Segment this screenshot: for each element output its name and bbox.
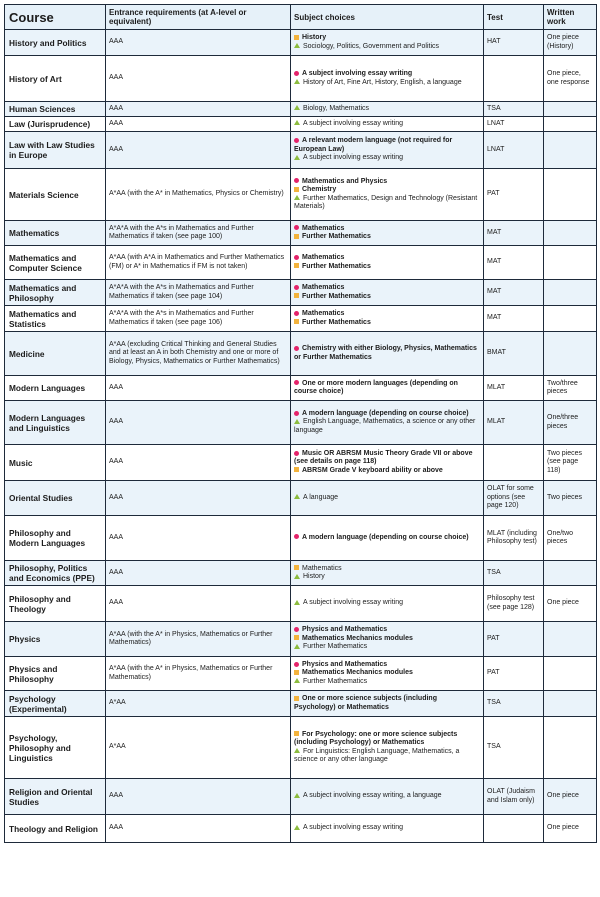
written-work [544,169,597,221]
entrance-requirement: AAA [106,117,291,132]
written-work: Two pieces [544,481,597,516]
course-name: Medicine [5,332,106,376]
essential-circle-icon [294,285,299,290]
essential-circle-icon [294,311,299,316]
subject-choices [291,280,484,306]
admissions-test [484,445,544,481]
subject-item [294,599,480,607]
subject-text: History [303,573,325,580]
table-body [5,30,597,843]
admissions-test: PAT [484,622,544,657]
subject-text: Further Mathematics [302,292,371,300]
helpful-triangle-icon [294,79,300,84]
recommended-square-icon [294,467,299,472]
subject-text: Chemistry [302,186,337,194]
subject-text: For Psychology: one or more science subjects (including Psychology) or Mathematics [294,730,458,747]
course-name: Law with Law Studies in Europe [5,132,106,169]
entrance-requirement: AAA [106,779,291,815]
essential-circle-icon [294,627,299,632]
admissions-test: MLAT [484,401,544,445]
subject-item [294,410,480,418]
admissions-test: PAT [484,169,544,221]
recommended-square-icon [294,696,299,701]
subject-item [294,626,480,634]
subject-item [294,380,480,397]
entrance-requirement: AAA [106,132,291,169]
subject-item [294,178,480,186]
essential-circle-icon [294,138,299,143]
written-work: Two pieces (see page 118) [544,445,597,481]
subject-text: A subject involving essay writing [303,599,403,607]
subject-item [294,450,480,467]
written-work [544,622,597,657]
written-work: One/three pieces [544,401,597,445]
subject-item [294,34,480,42]
admissions-test: OLAT (Judaism and Islam only) [484,779,544,815]
essential-circle-icon [294,411,299,416]
written-work [544,332,597,376]
written-work [544,561,597,586]
subject-choices [291,102,484,117]
subject-item [294,105,480,113]
subject-text: A subject involving essay writing [302,70,413,78]
subject-choices [291,56,484,102]
course-name: History of Art [5,56,106,102]
recommended-square-icon [294,670,299,675]
admissions-test: MLAT [484,376,544,401]
subject-item [294,233,480,241]
written-work [544,280,597,306]
subject-choices [291,516,484,561]
course-name: Mathematics [5,221,106,246]
table-row [5,306,597,332]
subject-choices [291,306,484,332]
subject-choices [291,169,484,221]
admissions-test: MAT [484,221,544,246]
subject-text: Music OR ABRSM Music Theory Grade VII or above (see details on page 118) [294,449,473,466]
subject-item [294,284,480,292]
written-work [544,132,597,169]
subject-text: Mathematics [302,284,345,292]
admissions-test: LNAT [484,117,544,132]
course-name: Modern Languages [5,376,106,401]
subject-text: English Language, Mathematics, a science or any other language [294,418,476,434]
subject-text: Further Mathematics [302,233,371,240]
essential-circle-icon [294,255,299,260]
entrance-requirement: AAA [106,586,291,622]
course-name: Physics and Philosophy [5,657,106,691]
written-work: Two/three pieces [544,376,597,401]
table-row [5,221,597,246]
entrance-requirement: A*AA [106,717,291,779]
subject-item [294,70,480,78]
admissions-test: TSA [484,561,544,586]
subject-text: Physics and Mathematics [302,660,388,668]
helpful-triangle-icon [294,600,300,605]
written-work: One piece [544,586,597,622]
subject-item [294,418,480,435]
helpful-triangle-icon [294,494,300,499]
course-name: Music [5,445,106,481]
helpful-triangle-icon [294,43,300,48]
admissions-test: TSA [484,691,544,717]
course-name: Human Sciences [5,102,106,117]
subject-item [294,120,480,128]
subject-item [294,573,480,581]
subject-text: Physics and Mathematics [302,626,388,634]
entrance-requirement: AAA [106,56,291,102]
subject-item [294,186,480,194]
subject-choices [291,779,484,815]
subject-text: A subject involving essay writing [303,154,403,162]
table-row [5,561,597,586]
admissions-test: MAT [484,306,544,332]
header-course: Course [5,5,106,30]
admissions-test: MLAT (including Philosophy test) [484,516,544,561]
written-work: One piece [544,815,597,843]
admissions-test: BMAT [484,332,544,376]
written-work [544,306,597,332]
admissions-test: HAT [484,30,544,56]
recommended-square-icon [294,731,299,736]
table-row [5,622,597,657]
helpful-triangle-icon [294,155,300,160]
entrance-requirement: A*AA (with the A* in Physics, Mathematics or Further Mathematics) [106,657,291,691]
helpful-triangle-icon [294,105,300,110]
course-requirements-table [4,4,597,843]
recommended-square-icon [294,263,299,268]
written-work [544,102,597,117]
table-header-row [5,5,597,30]
entrance-requirement: A*A*A with the A*s in Mathematics and Further Mathematics if taken (see page 106) [106,306,291,332]
subject-choices [291,221,484,246]
helpful-triangle-icon [294,748,300,753]
subject-item [294,195,480,212]
entrance-requirement: A*AA [106,691,291,717]
table-row [5,280,597,306]
subject-text: History of Art, Fine Art, History, English, a language [303,78,462,86]
written-work: One piece [544,779,597,815]
entrance-requirement: AAA [106,516,291,561]
subject-text: Further Mathematics, Design and Technology (Resistant Materials) [294,194,478,210]
helpful-triangle-icon [294,793,300,798]
subject-choices [291,332,484,376]
subject-choices [291,657,484,691]
table-row [5,717,597,779]
table-row [5,691,597,717]
recommended-square-icon [294,187,299,192]
course-name: Religion and Oriental Studies [5,779,106,815]
subject-item [294,225,480,233]
entrance-requirement: A*AA (with the A* in Mathematics, Physics or Chemistry) [106,169,291,221]
table-row [5,117,597,132]
helpful-triangle-icon [294,574,300,579]
written-work: One/two pieces [544,516,597,561]
header-test: Test [484,5,544,30]
subject-text: Further Mathematics [303,643,368,651]
subject-item [294,43,480,51]
subject-text: Further Mathematics [303,677,368,685]
entrance-requirement: AAA [106,401,291,445]
subject-item [294,494,480,502]
table-row [5,815,597,843]
subject-choices [291,132,484,169]
entrance-requirement: AAA [106,815,291,843]
essential-circle-icon [294,178,299,183]
course-name: Materials Science [5,169,106,221]
admissions-test: TSA [484,102,544,117]
subject-item [294,345,480,362]
recommended-square-icon [294,293,299,298]
course-name: Philosophy and Modern Languages [5,516,106,561]
table-row [5,30,597,56]
helpful-triangle-icon [294,419,300,424]
header-entrance-requirements: Entrance requirements (at A-level or equivalent) [106,5,291,30]
written-work [544,246,597,280]
subject-text: Mathematics [302,224,345,232]
subject-text: Further Mathematics [302,318,371,326]
recommended-square-icon [294,565,299,570]
subject-item [294,731,480,748]
table-row [5,401,597,445]
subject-text: A modern language (depending on course choice) [302,533,469,541]
course-name: Modern Languages and Linguistics [5,401,106,445]
admissions-test: MAT [484,246,544,280]
table-row [5,657,597,691]
subject-item [294,635,480,643]
subject-text: Mathematics Mechanics modules [302,669,413,677]
subject-text: Mathematics Mechanics modules [302,634,413,642]
subject-item [294,565,480,573]
subject-choices [291,117,484,132]
subject-choices [291,401,484,445]
subject-text: Mathematics [302,254,345,262]
subject-text: A relevant modern language (not required for European Law) [294,137,453,153]
table-row [5,445,597,481]
written-work [544,117,597,132]
written-work [544,221,597,246]
course-name: Mathematics and Statistics [5,306,106,332]
subject-item [294,293,480,301]
subject-text: Sociology, Politics, Government and Politics [303,42,440,50]
subject-text: A subject involving essay writing [303,824,403,832]
course-requirements-table-wrapper [4,4,596,843]
helpful-triangle-icon [294,120,300,125]
subject-item [294,137,480,154]
entrance-requirement: AAA [106,102,291,117]
written-work: One piece (History) [544,30,597,56]
table-row [5,246,597,280]
table-row [5,332,597,376]
course-name: History and Politics [5,30,106,56]
subject-text: Chemistry with either Biology, Physics, Mathematics or Further Mathematics [294,345,477,361]
subject-item [294,534,480,542]
helpful-triangle-icon [294,644,300,649]
entrance-requirement: A*A*A with the A*s in Mathematics and Further Mathematics if taken (see page 104) [106,280,291,306]
course-name: Mathematics and Computer Science [5,246,106,280]
subject-item [294,695,480,712]
recommended-square-icon [294,35,299,40]
entrance-requirement: A*AA (with A*A in Mathematics and Further Mathematics (FM) or A* in Mathematics if FM is not taken) [106,246,291,280]
subject-text: History [302,34,327,42]
helpful-triangle-icon [294,825,300,830]
subject-choices [291,691,484,717]
subject-text: For Linguistics: English Language, Mathematics, a science or any other language [294,747,460,763]
subject-choices [291,622,484,657]
written-work [544,691,597,717]
subject-text: Mathematics [302,564,342,572]
admissions-test: OLAT for some options (see page 120) [484,481,544,516]
course-name: Philosophy, Politics and Economics (PPE) [5,561,106,586]
subject-text: A language [303,493,339,501]
admissions-test [484,815,544,843]
subject-item [294,254,480,262]
subject-text: One or more modern languages (depending on course choice) [294,379,458,395]
subject-choices [291,815,484,843]
admissions-test: TSA [484,717,544,779]
table-row [5,586,597,622]
table-row [5,102,597,117]
essential-circle-icon [294,380,299,385]
table-row [5,779,597,815]
table-row [5,376,597,401]
essential-circle-icon [294,662,299,667]
helpful-triangle-icon [294,195,300,200]
subject-text: A subject involving essay writing [303,119,403,127]
admissions-test: MAT [484,280,544,306]
subject-choices [291,445,484,481]
subject-item [294,792,480,800]
admissions-test: LNAT [484,132,544,169]
subject-choices [291,586,484,622]
subject-item [294,467,480,475]
subject-item [294,643,480,651]
course-name: Psychology, Philosophy and Linguistics [5,717,106,779]
essential-circle-icon [294,71,299,76]
course-name: Theology and Religion [5,815,106,843]
subject-choices [291,481,484,516]
subject-text: Further Mathematics [302,262,371,270]
essential-circle-icon [294,225,299,230]
subject-item [294,678,480,686]
entrance-requirement: AAA [106,561,291,586]
essential-circle-icon [294,451,299,456]
written-work [544,657,597,691]
admissions-test [484,56,544,102]
subject-choices [291,376,484,401]
subject-item [294,319,480,327]
admissions-test: Philosophy test (see page 128) [484,586,544,622]
header-subject-choices: Subject choices [291,5,484,30]
written-work [544,717,597,779]
essential-circle-icon [294,534,299,539]
subject-text: Mathematics and Physics [302,177,388,185]
course-name: Physics [5,622,106,657]
subject-item [294,79,480,87]
subject-choices [291,246,484,280]
entrance-requirement: AAA [106,376,291,401]
table-row [5,56,597,102]
entrance-requirement: AAA [106,481,291,516]
subject-text: One or more science subjects (including Psychology) or Mathematics [294,695,437,711]
subject-text: Mathematics [302,310,345,318]
subject-text: ABRSM Grade V keyboard ability or above [302,466,443,474]
subject-choices [291,30,484,56]
entrance-requirement: AAA [106,30,291,56]
subject-text: A modern language (depending on course choice) [302,409,469,417]
subject-item [294,748,480,765]
subject-item [294,263,480,271]
entrance-requirement: A*AA (with the A* in Physics, Mathematics or Further Mathematics) [106,622,291,657]
entrance-requirement: A*A*A with the A*s in Mathematics and Further Mathematics if taken (see page 100) [106,221,291,246]
recommended-square-icon [294,319,299,324]
entrance-requirement: AAA [106,445,291,481]
recommended-square-icon [294,635,299,640]
entrance-requirement: A*AA (excluding Critical Thinking and General Studies and at least an A in both Chemistry and one or more of Biology, Physics, Mathematics or Further Mathematics) [106,332,291,376]
course-name: Oriental Studies [5,481,106,516]
subject-text: Biology, Mathematics [303,104,370,112]
course-name: Law (Jurisprudence) [5,117,106,132]
course-name: Psychology (Experimental) [5,691,106,717]
course-name: Philosophy and Theology [5,586,106,622]
subject-choices [291,717,484,779]
table-row [5,516,597,561]
recommended-square-icon [294,234,299,239]
subject-item [294,154,480,162]
helpful-triangle-icon [294,678,300,683]
essential-circle-icon [294,346,299,351]
subject-item [294,824,480,832]
course-name: Mathematics and Philosophy [5,280,106,306]
subject-choices [291,561,484,586]
subject-item [294,310,480,318]
subject-text: A subject involving essay writing, a language [303,792,442,800]
admissions-test: PAT [484,657,544,691]
table-row [5,132,597,169]
subject-item [294,661,480,669]
table-row [5,481,597,516]
table-row [5,169,597,221]
written-work: One piece, one response [544,56,597,102]
header-written-work: Written work [544,5,597,30]
subject-item [294,669,480,677]
